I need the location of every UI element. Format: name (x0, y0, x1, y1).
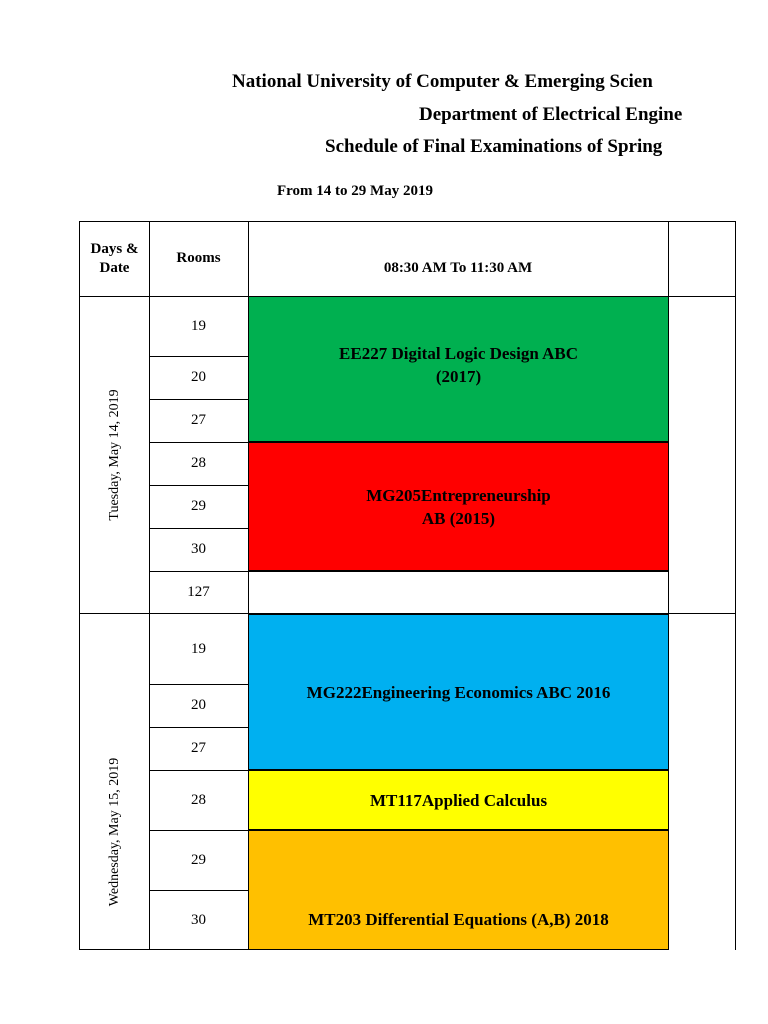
row-divider (149, 356, 248, 357)
university-title: National University of Computer & Emerging Scien (232, 71, 653, 92)
room-cell: 20 (191, 369, 206, 385)
schedule-title: Schedule of Final Examinations of Spring (325, 136, 663, 157)
table-border (80, 613, 736, 614)
table-border (80, 296, 736, 297)
table-border (80, 949, 249, 950)
row-divider (149, 830, 248, 831)
room-cell: 19 (191, 640, 206, 657)
row-divider (149, 442, 248, 443)
room-cell: 19 (191, 317, 206, 334)
room-cell: 30 (191, 911, 206, 928)
exam-block: MG222Engineering Economics ABC 2016 (248, 614, 669, 770)
row-divider (149, 770, 248, 771)
day-date-label: Wednesday, May 15, 2019 (107, 757, 122, 907)
row-divider (149, 571, 248, 572)
row-divider (149, 399, 248, 400)
col-header-rooms: Rooms (176, 250, 221, 266)
room-cell: 29 (191, 498, 206, 514)
col-header-days: Days & Date (90, 241, 139, 276)
table-border (248, 221, 249, 950)
row-divider (149, 890, 248, 891)
room-cell: 27 (191, 412, 206, 428)
table-border (80, 221, 736, 222)
room-cell: 20 (191, 697, 206, 713)
table-border (668, 221, 669, 950)
room-cell: 30 (191, 541, 206, 557)
room-cell: 29 (191, 851, 206, 868)
department-title: Department of Electrical Engine (419, 104, 683, 125)
row-divider (149, 727, 248, 728)
row-divider (149, 684, 248, 685)
room-cell: 27 (191, 740, 206, 756)
room-cell: 28 (191, 455, 206, 471)
table-border (248, 571, 669, 572)
date-range: From 14 to 29 May 2019 (277, 183, 433, 199)
exam-block: EE227 Digital Logic Design ABC (2017) (248, 296, 669, 442)
room-cell: 28 (191, 791, 206, 808)
exam-block: MT203 Differential Equations (A,B) 2018 (248, 830, 669, 950)
col-header-slot: 08:30 AM To 11:30 AM (383, 259, 533, 276)
row-divider (149, 485, 248, 486)
table-border (149, 221, 150, 950)
exam-block: MG205Entrepreneurship AB (2015) (248, 442, 669, 571)
row-divider (149, 528, 248, 529)
day-date-label: Tuesday, May 14, 2019 (107, 389, 122, 521)
exam-block: MT117Applied Calculus (248, 770, 669, 830)
table-border (79, 221, 80, 950)
table-border (735, 221, 736, 950)
room-cell: 127 (187, 584, 210, 600)
